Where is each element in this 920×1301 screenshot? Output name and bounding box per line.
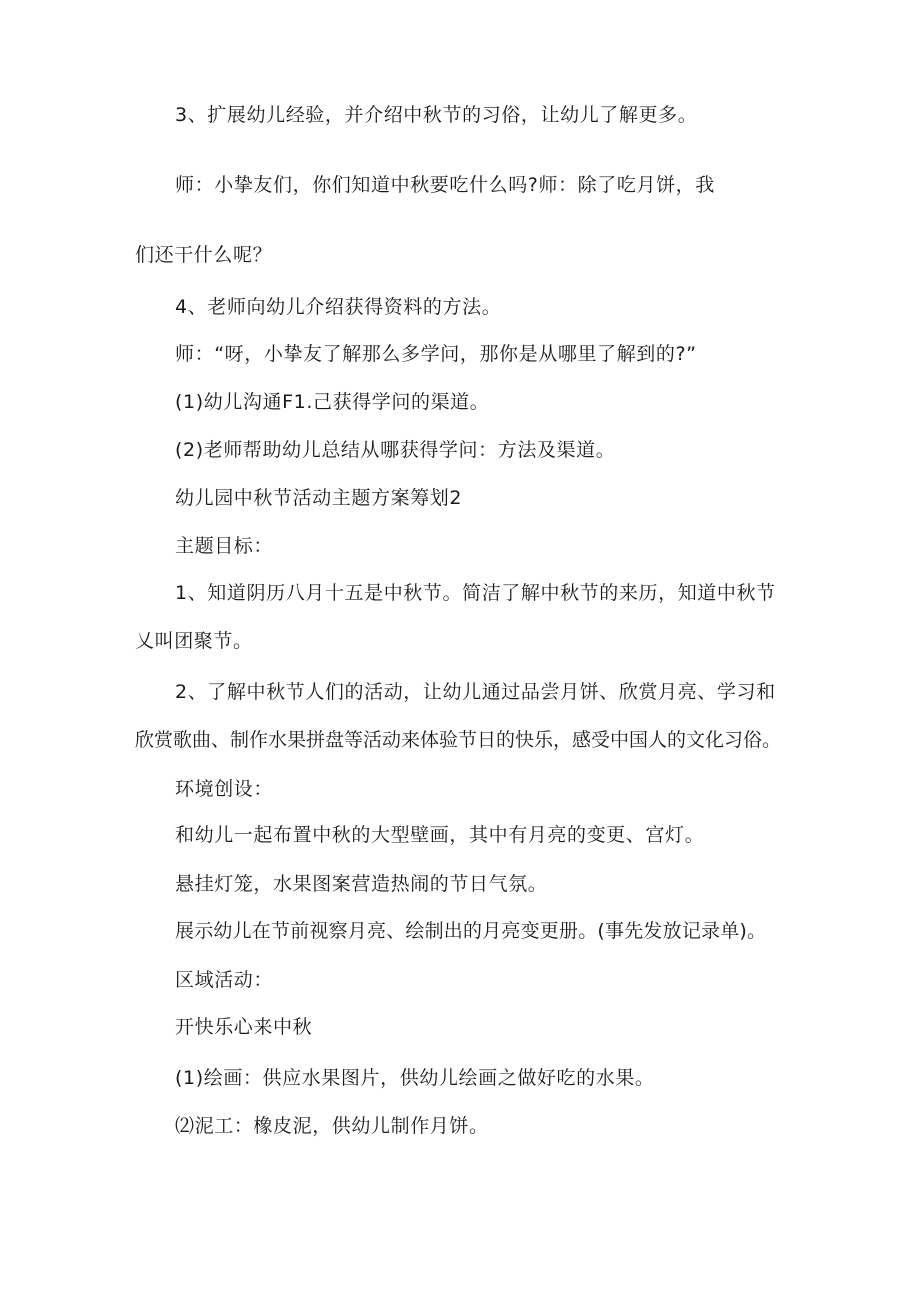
- paragraph-line: 欣赏歌曲、制作水果拼盘等活动来体验节日的快乐，感受中国人的文化习俗。: [135, 729, 782, 751]
- section-heading: 幼儿园中秋节活动主题方案筹划2: [175, 487, 463, 509]
- paragraph-line: (1)绘画：供应水果图片，供幼儿绘画之做好吃的水果。: [175, 1067, 655, 1089]
- paragraph-line: (2)老师帮助幼儿总结从哪获得学问：方法及渠道。: [175, 439, 616, 461]
- paragraph-line: 2、了解中秋节人们的活动，让幼儿通过品尝月饼、欣赏月亮、学习和: [175, 681, 776, 703]
- paragraph-line: (1)幼儿沟通F1.己获得学问的渠道。: [175, 391, 490, 413]
- paragraph-line: 乂叫团聚节。: [135, 630, 253, 652]
- paragraph-line: 开快乐心来中秋: [175, 1016, 313, 1038]
- paragraph-line: 1、知道阴历八月十五是中秋节。简洁了解中秋节的来历，知道中秋节: [175, 582, 776, 604]
- paragraph-line: 悬挂灯笼，水果图案营造热闹的节日气氛。: [175, 873, 548, 895]
- subheading: 主题目标：: [175, 535, 274, 557]
- paragraph-line: 展示幼儿在节前视察月亮、绘制出的月亮变更册。(事先发放记录单)。: [175, 920, 767, 942]
- paragraph-line: ⑵泥工：橡皮泥，供幼儿制作月饼。: [175, 1115, 489, 1137]
- paragraph-line: 师：小挚友们，你们知道中秋要吃什么吗?师：除了吃月饼，我: [175, 174, 715, 196]
- paragraph-line: 4、老师向幼儿介绍获得资料的方法。: [175, 296, 502, 318]
- subheading: 环境创设：: [175, 778, 274, 800]
- paragraph-line: 3、扩展幼儿经验，并介绍中秋节的习俗，让幼儿了解更多。: [175, 104, 698, 126]
- subheading: 区域活动：: [175, 969, 274, 991]
- paragraph-line: 和幼儿一起布置中秋的大型壁画，其中有月亮的变更、宫灯。: [175, 824, 705, 846]
- paragraph-line: 们还干什么呢？: [135, 244, 273, 266]
- paragraph-line: 师：“呀，小挚友了解那么多学问，那你是从哪里了解到的?”: [175, 343, 697, 365]
